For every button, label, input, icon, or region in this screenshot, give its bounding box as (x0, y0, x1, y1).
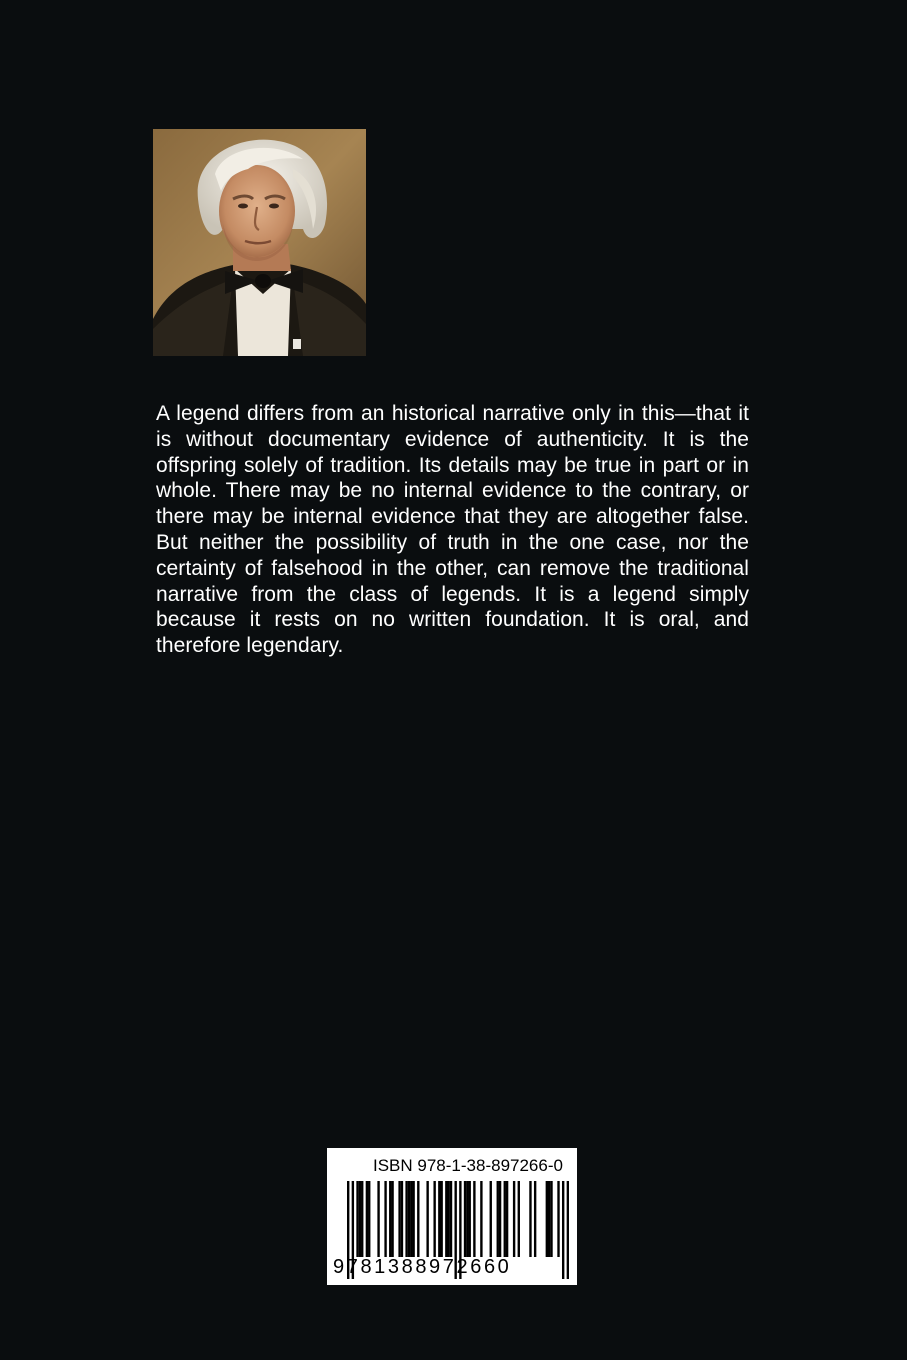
barcode-bar (469, 1181, 471, 1257)
barcode-bar (361, 1181, 363, 1257)
barcode-bar (356, 1181, 358, 1257)
barcode-bar (548, 1181, 550, 1257)
barcode-bar (377, 1181, 379, 1257)
barcode-bar (368, 1181, 370, 1257)
barcode-bar (499, 1181, 501, 1257)
barcode-bar (506, 1181, 508, 1257)
author-portrait (153, 129, 366, 356)
barcode-bar (391, 1181, 393, 1257)
barcode-bar (445, 1181, 447, 1257)
barcode-bar (440, 1181, 442, 1257)
barcode-bar (398, 1181, 400, 1257)
barcode-bar (447, 1181, 449, 1257)
barcode-bar (518, 1181, 520, 1257)
barcode-bar (450, 1181, 452, 1257)
barcode-bar (384, 1181, 386, 1257)
barcode-bar (426, 1181, 428, 1257)
barcode-bar (473, 1181, 475, 1257)
barcode-bar (401, 1181, 403, 1257)
barcode-bar (557, 1181, 559, 1257)
barcode-bar (490, 1181, 492, 1257)
isbn-barcode (327, 1148, 577, 1285)
barcode-bar (546, 1181, 548, 1257)
isbn-label: ISBN 978-1-38-897266-0 (373, 1156, 563, 1175)
portrait-painting (153, 129, 366, 356)
barcode-digits: 9781388972660 (333, 1256, 512, 1278)
barcode-bar (359, 1181, 361, 1257)
barcode-bar (412, 1181, 414, 1257)
barcode-bar (408, 1181, 410, 1257)
barcode-bar (534, 1181, 536, 1257)
barcode-bar (389, 1181, 391, 1257)
barcode-bar (513, 1181, 515, 1257)
barcode-bar (504, 1181, 506, 1257)
barcode-bar (410, 1181, 412, 1257)
barcode-bar (480, 1181, 482, 1257)
barcode-bar (550, 1181, 552, 1257)
back-cover-blurb: A legend differs from an historical narrative only in this—that it is without documentary evidence of authenticity. It is the offspring solely of tradition. Its details may be true in part or in whole. There may be no internal evidence to the contrary, or there may be internal evidence that they are altogether false. But neither the possibility of truth in the one case, nor the certainty of falsehood in the other, can remove the traditional narrative from the class of legends. It is a legend simply because it rests on no written foundation. It is oral, and therefore legendary. (156, 402, 749, 658)
barcode-bar (366, 1181, 368, 1257)
barcode-bar (438, 1181, 440, 1257)
barcode-bar (497, 1181, 499, 1257)
barcode-bar (529, 1181, 531, 1257)
barcode-bar (417, 1181, 419, 1257)
barcode-bar (466, 1181, 468, 1257)
barcode-bar (433, 1181, 435, 1257)
barcode-bar (464, 1181, 466, 1257)
barcode-bar (405, 1181, 407, 1257)
